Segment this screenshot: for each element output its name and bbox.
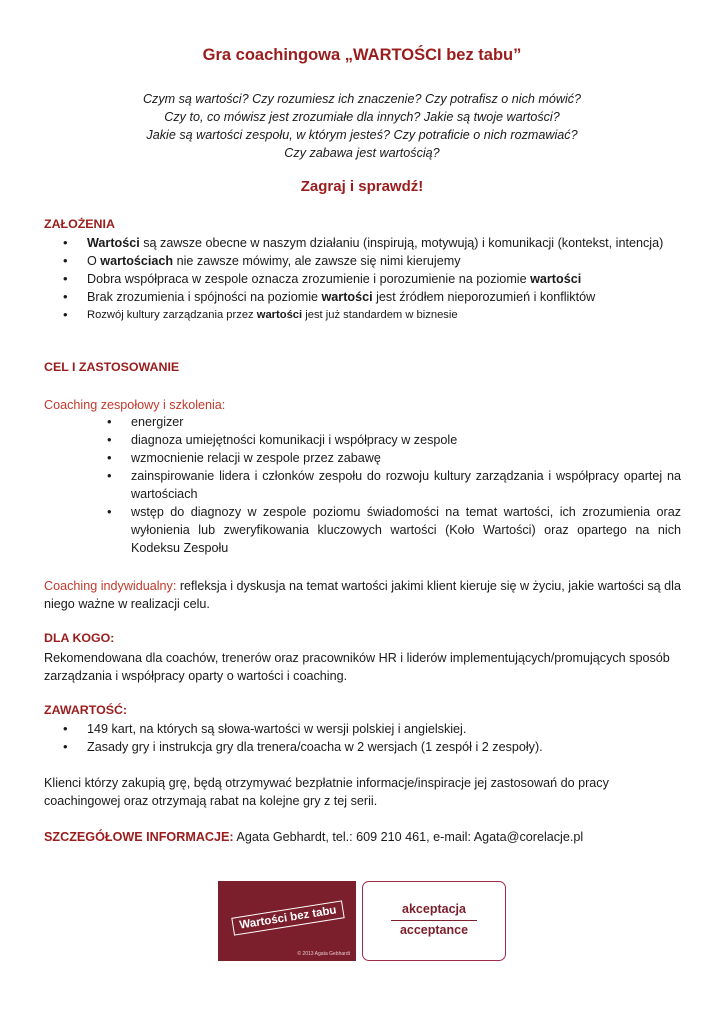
dla-kogo-text: Rekomendowana dla coachów, trenerów oraz pracowników HR i liderów implementujących/promujących sposób zarządzania i współpracy oparty o wartości i coaching. [44,651,670,683]
card-divider [391,920,477,921]
list-item: • Brak zrozumienia i spójności na poziomie wartości jest źródłem nieporozumień i konfliktów [87,288,687,306]
zalozenia-list [87,234,687,324]
intro-questions [0,90,724,162]
zawartosc-list [87,720,687,756]
list-item: • Wartości są zawsze obecne w naszym działaniu (inspirują, motywują) i komunikacji (kontekst, intencja) [87,234,687,252]
card-word-pl: akceptacja [402,902,466,916]
section-heading-zawartosc: ZAWARTOŚĆ: [44,703,128,717]
list-item: • zainspirowanie lidera i członków zespołu do rozwoju kultury zarządzania i współpracy opartej na wartościach [131,467,681,503]
intro-line: Czym są wartości? Czy rozumiesz ich znaczenie? Czy potrafisz o nich mówić? [142,92,582,106]
coaching-individual: Coaching indywidualny: refleksja i dyskusja na temat wartości jakimi klient kieruje się w życiu, jakie wartości są dla niego ważne w realizacji celu. [44,579,681,611]
wartosci-logo [218,881,356,961]
intro-line: Jakie są wartości zespołu, w którym jesteś? Czy potraficie o nich rozmawiać? [146,128,578,142]
clients-text: Klienci którzy zakupią grę, będą otrzymywać bezpłatnie informacje/inspiracje jej zastosowań do pracy coachingowej oraz otrzymają rabat na kolejne gry z tej serii. [44,776,609,808]
list-item: • wzmocnienie relacji w zespole przez zabawę [131,449,681,467]
coaching-team-label: Coaching zespołowy i szkolenia: [44,398,226,412]
list-item: • energizer [131,413,681,431]
section-heading-cel: CEL I ZASTOSOWANIE [44,360,180,374]
list-item: • Zasady gry i instrukcja gry dla trenera/coacha w 2 wersjach (1 zespół i 2 zespoły). [87,738,687,756]
logo-copyright: © 2013 Agata Gebhardt [297,951,350,957]
list-item: • diagnoza umiejętności komunikacji i współpracy w zespole [131,431,681,449]
section-heading-zalozenia: ZAŁOŻENIA [44,217,115,231]
section-heading-dla-kogo: DLA KOGO: [44,631,115,645]
list-item: • Dobra współpraca w zespole oznacza zrozumienie i porozumienie na poziomie wartości [87,270,687,288]
subtitle: Zagraj i sprawdź! [300,178,424,195]
list-item: • Rozwój kultury zarządzania przez wartości jest już standardem w biznesie [87,306,687,324]
list-item: • O wartościach nie zawsze mówimy, ale zawsze się nimi kierujemy [87,252,687,270]
card-word-en: acceptance [399,923,469,937]
intro-line: Czy to, co mówisz jest zrozumiałe dla innych? Jakie są twoje wartości? [164,110,560,124]
logo-brand-text: Wartości bez tabu [231,900,344,935]
team-list [131,413,681,557]
details-line: SZCZEGÓŁOWE INFORMACJE: Agata Gebhardt, tel.: 609 210 461, e-mail: Agata@corelacje.pl [44,830,584,844]
list-item: • 149 kart, na których są słowa-wartości w wersji polskiej i angielskiej. [87,720,687,738]
list-item: • wstęp do diagnozy w zespole poziomu świadomości na temat wartości, ich zrozumienia oraz wyłonienia lub zweryfikowania kluczowych wartości (Koło Wartości) oraz opartego na nich Kodeksu Zespołu [131,503,681,557]
document-title: Gra coachingowa „WARTOŚCI bez tabu” [202,46,522,64]
intro-line: Czy zabawa jest wartością? [284,146,440,160]
akceptacja-card [362,881,506,961]
